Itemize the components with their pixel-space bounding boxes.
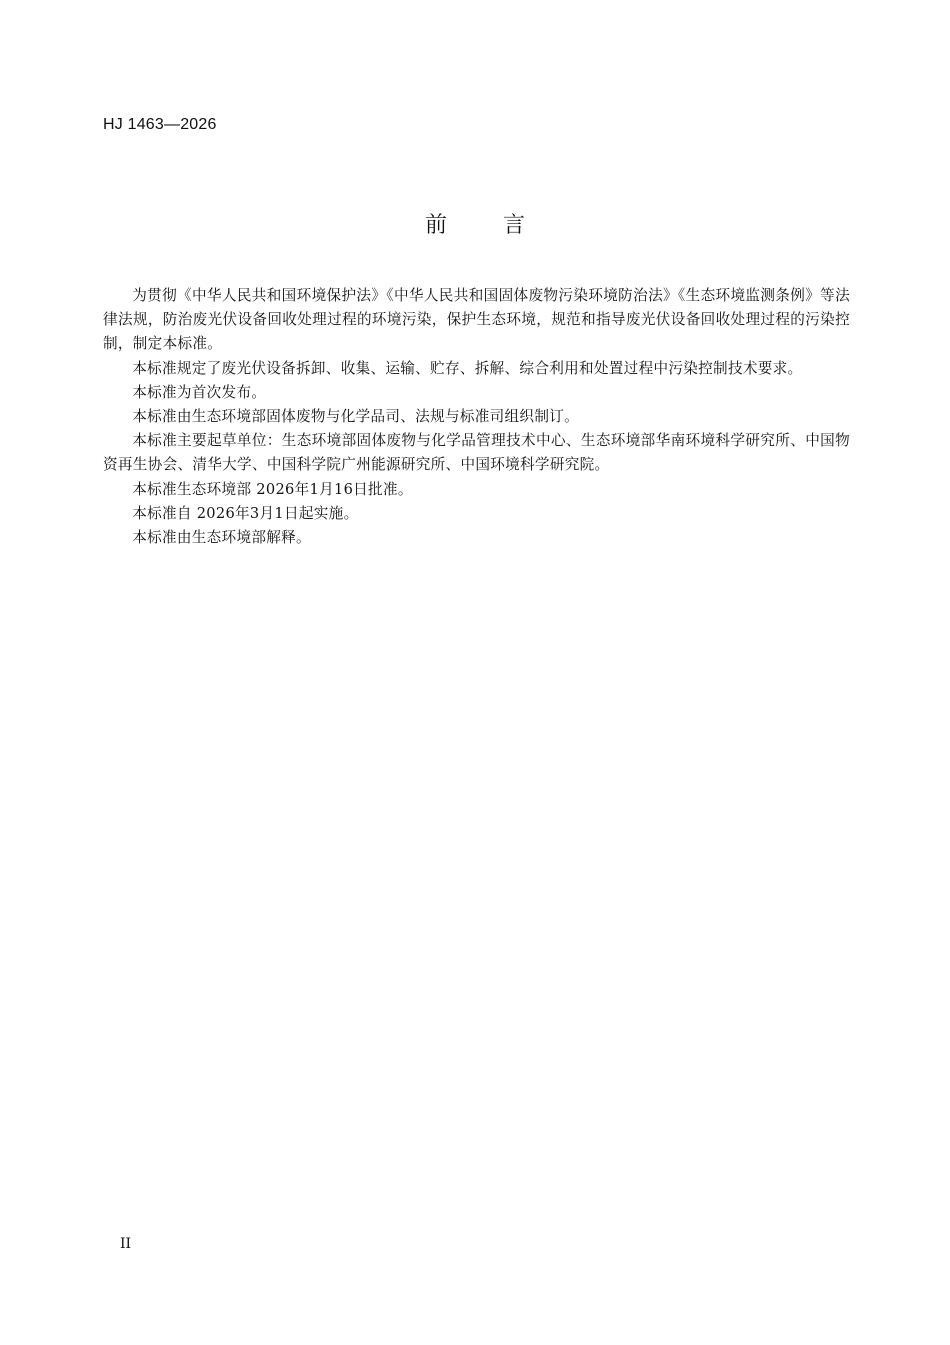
page-number: II: [120, 1236, 132, 1252]
paragraph-effective-date: 本标准自 2026年3月1日起实施。: [132, 504, 359, 522]
page-title: 前言: [424, 213, 581, 238]
foreword-body: [103, 284, 850, 550]
paragraph-interpretation: 本标准由生态环境部解释。: [132, 529, 311, 547]
paragraph-organizer: 本标准由生态环境部固体废物与化学品司、法规与标准司组织制订。: [132, 408, 580, 426]
paragraph-approval-date: 本标准生态环境部 2026年1月16日批准。: [132, 480, 413, 498]
standard-code: HJ 1463—2026: [103, 116, 217, 133]
paragraph-drafting-units: 本标准主要起草单位：生态环境部固体废物与化学品管理技术中心、生态环境部华南环境科学研究所、中国物资再生协会、清华大学、中国科学院广州能源研究所、中国环境科学研究院。: [103, 432, 850, 474]
paragraph-scope: 本标准规定了废光伏设备拆卸、收集、运输、贮存、拆解、综合利用和处置过程中污染控制技术要求。: [132, 359, 803, 377]
paragraph-purpose: 为贯彻《中华人民共和国环境保护法》《中华人民共和国固体废物污染环境防治法》《生态环境监测条例》等法律法规，防治废光伏设备回收处理过程的环境污染，保护生态环境，规范和指导废光伏设备回收处理过程的污染控制，制定本标准。: [103, 287, 850, 353]
paragraph-first-release: 本标准为首次发布。: [132, 383, 267, 401]
